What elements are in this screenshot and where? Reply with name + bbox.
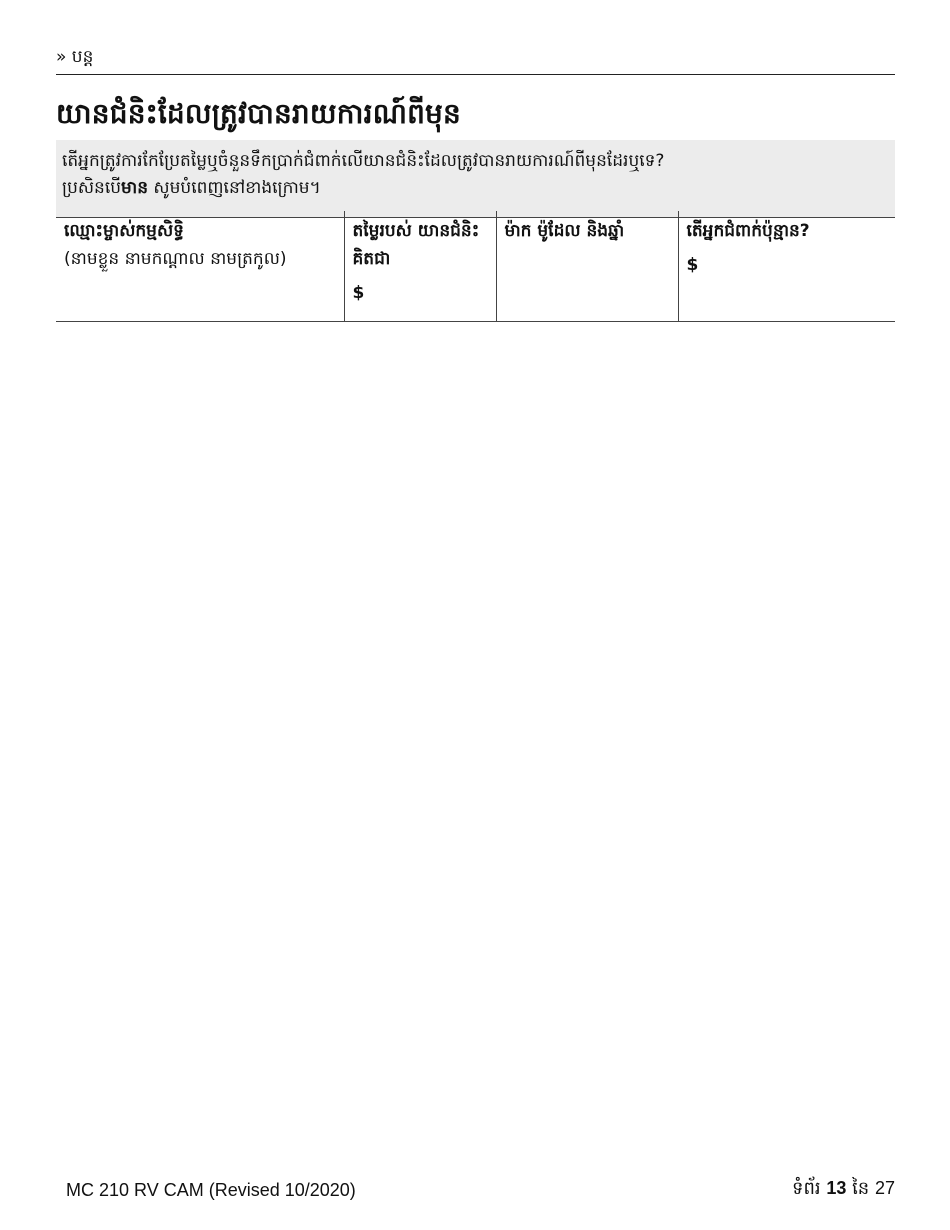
question-band (56, 140, 895, 218)
instruction-suffix: សូមបំពេញនៅខាងក្រោម។ (148, 178, 321, 198)
form-id: MC 210 RV CAM (Revised 10/2020) (66, 1180, 356, 1200)
instruction-prefix: ប្រសិនបើ (62, 178, 122, 198)
vehicle-value-dollar: $ (352, 283, 365, 303)
owner-name-cell[interactable] (56, 211, 344, 322)
continued-label: » បន្ត (56, 47, 94, 67)
make-model-year-label: ម៉ាក ម៉ូដែល និងឆ្នាំ (504, 221, 625, 241)
instruction-bold-word: មាន (121, 178, 149, 198)
page-word: ទំព័រ (792, 1178, 821, 1199)
page-number (792, 1175, 895, 1202)
page-current: 13 (826, 1178, 847, 1198)
vehicle-table (56, 211, 895, 322)
owner-name-hint: (នាមខ្លួន នាមកណ្ដាល នាមត្រកូល) (64, 249, 287, 269)
top-divider (56, 74, 895, 75)
amount-owed-cell[interactable] (678, 211, 895, 322)
amount-owed-label: តើអ្នកជំពាក់ប៉ុន្មាន? (686, 221, 810, 241)
amount-owed-dollar: $ (686, 255, 699, 275)
section-title: យានជំនិះដែលត្រូវបានរាយការណ៍ពីមុន (56, 97, 462, 130)
vehicle-value-cell[interactable] (344, 211, 496, 322)
owner-name-label: ឈ្មោះម្ចាស់កម្មសិទ្ធិ (64, 221, 184, 241)
question-instruction (62, 175, 889, 202)
table-row (56, 211, 895, 322)
page-total: 27 (874, 1178, 895, 1198)
make-model-year-cell[interactable] (496, 211, 678, 322)
question-text: តើអ្នកត្រូវការកែប្រែតម្លៃឬចំនួនទឹកប្រាក់ជំពាក់លើយានជំនិះដែលត្រូវបានរាយការណ៍ពីមុនដែរឬទេ? (62, 151, 665, 171)
vehicle-value-label: តម្លៃរបស់ យានជំនិះគិតជា (352, 221, 480, 269)
page-of: នៃ (852, 1178, 870, 1199)
